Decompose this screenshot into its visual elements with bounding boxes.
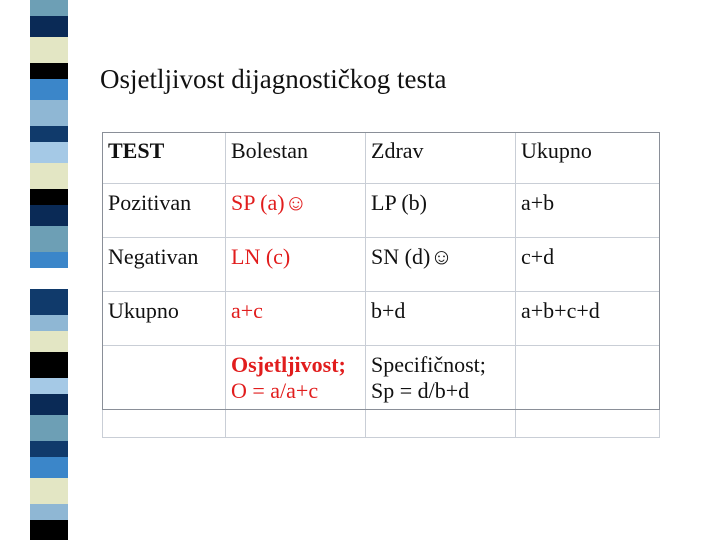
table-cell: LP (b)	[366, 184, 516, 238]
cell-line: Osjetljivost;	[231, 352, 346, 377]
table-cell: a+b+c+d	[516, 292, 660, 346]
stripe-block	[30, 457, 68, 478]
table-cell	[102, 410, 226, 438]
cell-line: Specifičnost;	[371, 352, 486, 377]
decorative-stripe	[30, 0, 68, 540]
stripe-block	[30, 394, 68, 415]
slide-title: Osjetljivost dijagnostičkog testa	[100, 64, 447, 94]
stripe-block	[30, 268, 68, 289]
table-cell: SP (a)☺	[226, 184, 366, 238]
stripe-block	[30, 163, 68, 189]
stripe-block	[30, 415, 68, 441]
table-cell: a+c	[226, 292, 366, 346]
stripe-block	[30, 37, 68, 63]
table-cell: b+d	[366, 292, 516, 346]
table-cell: Ukupno	[516, 132, 660, 184]
table-cell: TEST	[102, 132, 226, 184]
sensitivity-table	[102, 132, 660, 438]
stripe-block	[30, 520, 68, 540]
table-cell	[102, 346, 226, 410]
stripe-block	[30, 126, 68, 142]
stripe-block	[30, 226, 68, 252]
table-cell	[516, 346, 660, 410]
table-cell: Pozitivan	[102, 184, 226, 238]
cell-line: O = a/a+c	[231, 378, 319, 403]
stripe-block	[30, 189, 68, 205]
table-cell	[366, 410, 516, 438]
table-cell: Ukupno	[102, 292, 226, 346]
stripe-block	[30, 79, 68, 100]
table-cell	[226, 346, 366, 410]
table-cell: Negativan	[102, 238, 226, 292]
stripe-block	[30, 252, 68, 268]
stripe-block	[30, 142, 68, 163]
table-cell: LN (c)	[226, 238, 366, 292]
stripe-block	[30, 16, 68, 37]
stripe-block	[30, 441, 68, 457]
table-cell: a+b	[516, 184, 660, 238]
table-cell: c+d	[516, 238, 660, 292]
table-cell: Zdrav	[366, 132, 516, 184]
cell-line: Sp = d/b+d	[371, 378, 470, 403]
table-cell: SN (d)☺	[366, 238, 516, 292]
stripe-block	[30, 0, 68, 16]
stripe-block	[30, 331, 68, 352]
stripe-block	[30, 504, 68, 520]
stripe-block	[30, 63, 68, 79]
stripe-block	[30, 205, 68, 226]
stripe-block	[30, 378, 68, 394]
table-cell: Bolestan	[226, 132, 366, 184]
stripe-block	[30, 315, 68, 331]
stripe-block	[30, 478, 68, 504]
table-cell	[226, 410, 366, 438]
table-cell	[366, 346, 516, 410]
stripe-block	[30, 289, 68, 315]
stripe-block	[30, 100, 68, 126]
stripe-block	[30, 352, 68, 378]
table-cell	[516, 410, 660, 438]
